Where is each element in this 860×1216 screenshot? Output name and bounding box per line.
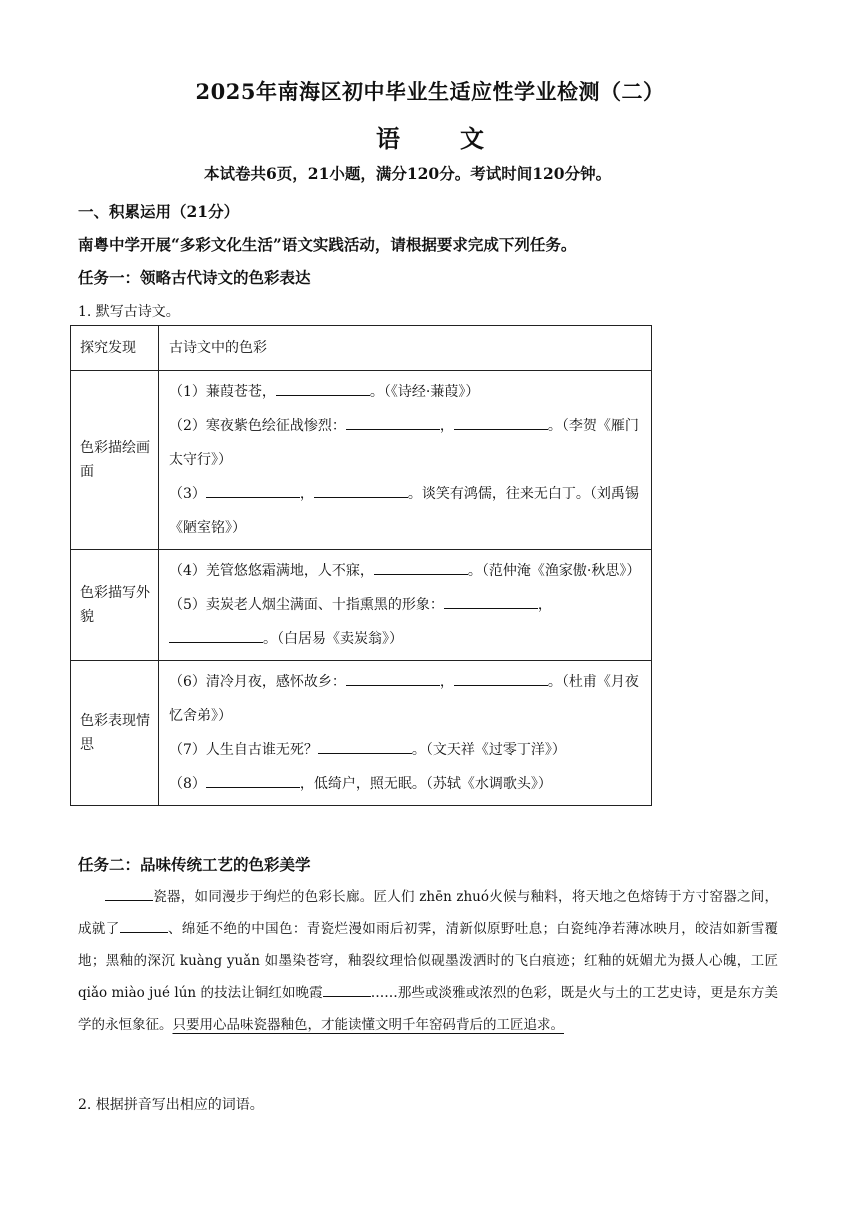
poem-item: （4）羌管悠悠霜满地，人不寐， 。（范仲淹《渔家傲·秋思》） (169, 554, 643, 588)
exam-title: 2025年南海区初中毕业生适应性学业检测（二） (195, 79, 665, 104)
answer-blank[interactable] (314, 483, 408, 498)
underlined-sentence: 只要用心品味瓷器釉色，才能读懂文明千年窑码背后的工匠追求。 (172, 1017, 564, 1033)
row-label: 色彩描绘画面 (71, 371, 159, 550)
row-content (159, 371, 652, 550)
question-1: 1. 默写古诗文。 (78, 304, 180, 320)
table-header-row (71, 326, 652, 371)
header-content: 古诗文中的色彩 (159, 326, 652, 371)
poem-item: （3） ， 。谈笑有鸿儒，往来无白丁。（刘禹锡《陋室铭》） (169, 477, 643, 545)
answer-blank[interactable] (444, 594, 538, 609)
poem-item: （7）人生自古谁无死？ 。（文天祥《过零丁洋》） (169, 733, 643, 767)
header-label: 探究发现 (71, 326, 159, 371)
answer-blank[interactable] (206, 773, 300, 788)
answer-blank[interactable] (454, 671, 548, 686)
answer-blank[interactable] (346, 415, 440, 430)
answer-blank[interactable] (206, 483, 300, 498)
poem-item: （2）寒夜紫色绘征战惨烈： ， 。（李贺《雁门太守行》） (169, 409, 643, 477)
exam-info: 本试卷共6页，21小题，满分120分。考试时间120分钟。 (204, 164, 612, 183)
passage-text: 瓷器，如同漫步于绚烂的色彩长廊。匠人们 zhēn zhuó火候与釉料，将天地之色熔铸于方寸窑器之间，成就了 (78, 889, 778, 937)
activity-intro: 南粤中学开展“多彩文化生活”语文实践活动，请根据要求完成下列任务。 (78, 235, 577, 254)
table-row (71, 371, 652, 550)
poem-item: （6）清冷月夜，感怀故乡： ， 。（杜甫《月夜忆舍弟》） (169, 665, 643, 733)
poem-item: （8） ，低绮户，照无眠。（苏轼《水调歌头》） (169, 767, 643, 801)
answer-blank[interactable] (374, 560, 468, 575)
answer-blank[interactable] (169, 628, 263, 643)
passage-text: ……那些或淡雅或浓烈的色彩，既是火与土的工艺史诗，更是东方美学的永恒象征。 (78, 985, 778, 1033)
row-label: 色彩表现情思 (71, 661, 159, 806)
task1-heading: 任务一：领略古代诗文的色彩表达 (78, 268, 311, 287)
answer-blank[interactable] (105, 886, 153, 901)
answer-blank[interactable] (276, 381, 370, 396)
answer-blank[interactable] (323, 982, 371, 997)
poem-item: （1）蒹葭苍苍， 。（《诗经·蒹葭》） (169, 375, 643, 409)
ceramics-passage (78, 881, 778, 1041)
task2-heading: 任务二：品味传统工艺的色彩美学 (78, 855, 311, 874)
answer-blank[interactable] (346, 671, 440, 686)
section-heading: 一、积累运用（21分） (78, 202, 240, 221)
row-label: 色彩描写外貌 (71, 550, 159, 661)
poem-item: （5）卖炭老人烟尘满面、十指熏黑的形象： ，。（白居易《卖炭翁》） (169, 588, 643, 656)
poetry-table (70, 325, 652, 806)
row-content (159, 661, 652, 806)
question-2: 2. 根据拼音写出相应的词语。 (78, 1097, 264, 1113)
answer-blank[interactable] (318, 739, 412, 754)
answer-blank[interactable] (120, 918, 168, 933)
passage-text: 、绵延不绝的中国色：青瓷烂漫如雨后初霁，清新似原野吐息；白瓷纯净若薄冰映月，皎洁如新雪覆地；黑釉的深沉 kuàng yuǎn 如墨染苍穹，釉裂纹理恰似砚墨泼洒时的飞白痕迹；红釉的妩媚尤为摄人心魄，工匠 qiǎo miào jué lún 的技法让铜红如晚霞 (78, 921, 779, 1001)
table-row (71, 661, 652, 806)
subject-title: 语 文 (376, 124, 502, 153)
table-row (71, 550, 652, 661)
row-content (159, 550, 652, 661)
answer-blank[interactable] (454, 415, 548, 430)
